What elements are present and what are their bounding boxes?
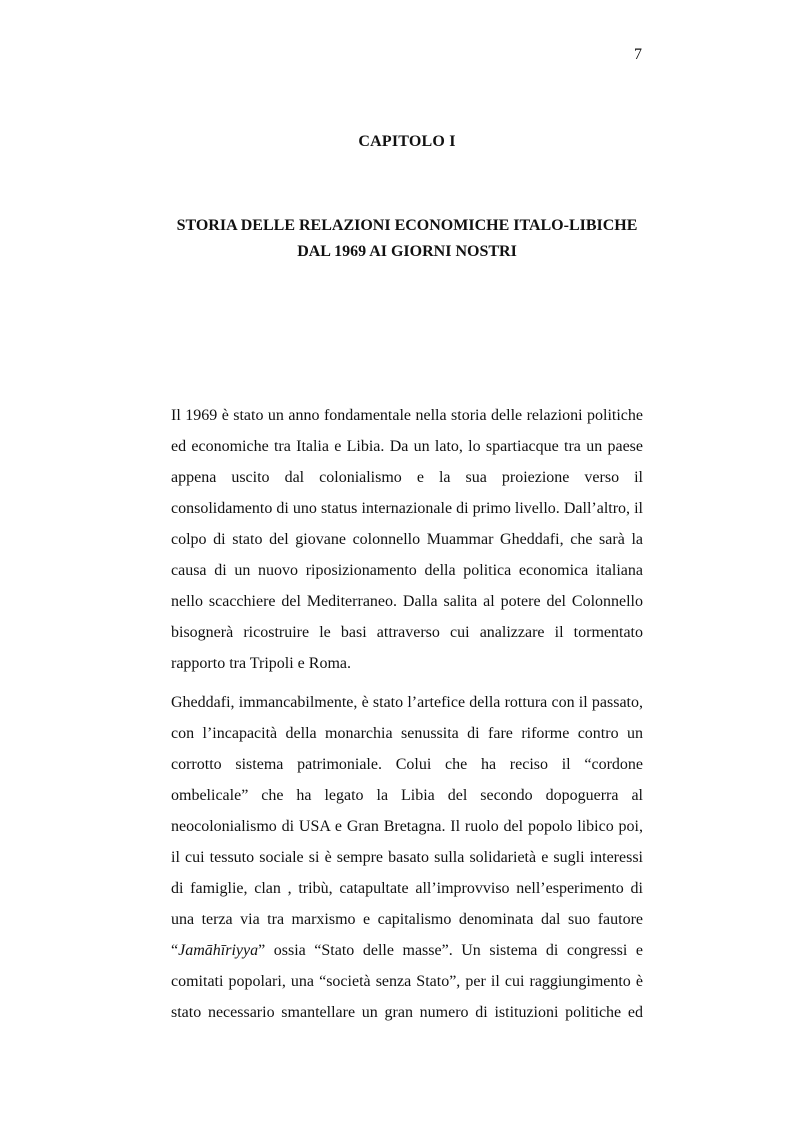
paragraph-1 <box>171 405 643 684</box>
text-line: Il 1969 è stato un anno fondamentale nella storia delle relazioni politiche <box>171 407 643 424</box>
page-number: 7 <box>634 46 642 63</box>
paragraph-2 <box>171 692 643 1033</box>
text-line: una terza via tra marxismo e capitalismo denominata dal suo fautore <box>171 911 643 928</box>
text-line: nello scacchiere del Mediterraneo. Dalla salita al potere del Colonnello <box>171 593 643 610</box>
text-line: consolidamento di uno status internazionale di primo livello. Dall’altro, il <box>171 500 643 517</box>
quote-mark: “ <box>171 942 179 959</box>
text-line: neocolonialismo di USA e Gran Bretagna. Il ruolo del popolo libico poi, <box>171 818 643 835</box>
text-line: stato necessario smantellare un gran numero di istituzioni politiche ed <box>171 1004 643 1021</box>
text-line: causa di un nuovo riposizionamento della politica economica italiana <box>171 562 643 579</box>
chapter-label: CAPITOLO I <box>358 133 456 150</box>
text-line: ombelicale” che ha legato la Libia del secondo dopoguerra al <box>171 787 643 804</box>
chapter-title-line: STORIA DELLE RELAZIONI ECONOMICHE ITALO-LIBICHE <box>176 217 638 234</box>
text-line: ed economiche tra Italia e Libia. Da un lato, lo spartiacque tra un paese <box>171 438 643 455</box>
text-line: appena uscito dal colonialismo e la sua proiezione verso il <box>171 469 643 486</box>
text-line: con l’incapacità della monarchia senussita di fare riforme contro un <box>171 725 643 742</box>
chapter-title <box>171 213 643 265</box>
text-line: Gheddafi, immancabilmente, è stato l’artefice della rottura con il passato, <box>171 694 643 711</box>
text-line: comitati popolari, una “società senza Stato”, per il cui raggiungimento è <box>171 973 643 990</box>
text-line: colpo di stato del giovane colonnello Muammar Gheddafi, che sarà la <box>171 531 643 548</box>
text-line <box>171 940 643 971</box>
text-line: il cui tessuto sociale si è sempre basato sulla solidarietà e sugli interessi <box>171 849 643 866</box>
jamahiriyya-term: Jamāhīriyya <box>178 942 259 959</box>
paragraph-gap <box>171 684 643 692</box>
text-line: di famiglie, clan , tribù, catapultate all’improvviso nell’esperimento di <box>171 880 643 897</box>
text-line: rapporto tra Tripoli e Roma. <box>171 655 351 672</box>
chapter-title-line: DAL 1969 AI GIORNI NOSTRI <box>297 243 517 260</box>
text-line: bisognerà ricostruire le basi attraverso cui analizzare il tormentato <box>171 624 643 641</box>
body-text <box>171 405 643 1033</box>
text-line: corrotto sistema patrimoniale. Colui che ha reciso il “cordone <box>171 756 643 773</box>
text-fragment: ” ossia “Stato delle masse”. Un sistema di congressi e <box>258 942 643 959</box>
